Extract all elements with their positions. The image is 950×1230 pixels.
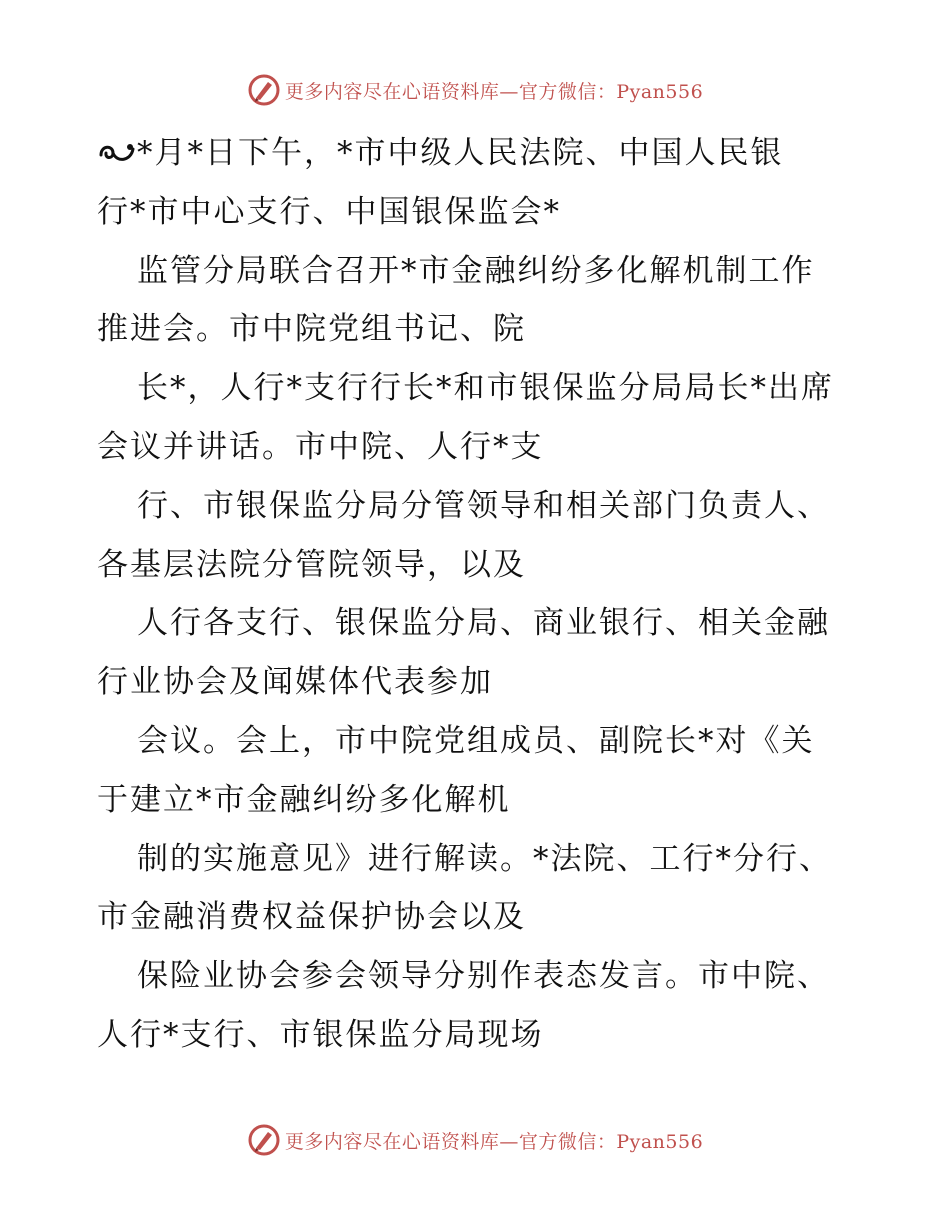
text-line: 长*，人行*支行行长*和市银保监分局局长*出席 [137, 370, 834, 407]
document-body [97, 124, 857, 1065]
text-line: 推进会。市中院党组书记、院 [97, 311, 526, 348]
header-watermark-banner [0, 70, 950, 110]
text-line: 保险业协会参会领导分别作表态发言。市中院、 [137, 958, 830, 995]
text-line: 会议并讲话。市中院、人行*支 [97, 428, 544, 465]
footer-watermark-banner [0, 1120, 950, 1160]
footer-banner-text: 更多内容尽在心语资料库—官方微信：Pyan556 [284, 1130, 704, 1153]
text-line: 行、市银保监分局分管领导和相关部门负责人、 [137, 487, 830, 524]
text-line: 行*市中心支行、中国银保监会* [97, 193, 561, 230]
text-line [97, 124, 857, 183]
pen-logo-icon [247, 73, 281, 107]
text-line: 制的实施意见》进行解读。*法院、工行*分行、 [137, 840, 832, 877]
pen-logo-icon [247, 1123, 281, 1157]
ornament-icon [97, 137, 137, 167]
text-line: 市金融消费权益保护协会以及 [97, 899, 526, 936]
text-line-content: *月*日下午，*市中级人民法院、中国人民银 [137, 135, 784, 171]
text-line: 会议。会上，市中院党组成员、副院长*对《关 [137, 722, 815, 759]
text-line: 监管分局联合召开*市金融纠纷多化解机制工作 [137, 252, 815, 289]
text-line: 人行各支行、银保监分局、商业银行、相关金融 [137, 605, 830, 642]
text-line: 人行*支行、市银保监分局现场 [97, 1016, 544, 1053]
text-line: 各基层法院分管院领导，以及 [97, 546, 526, 583]
text-line: 于建立*市金融纠纷多化解机 [97, 781, 511, 818]
text-line: 行业协会及闻媒体代表参加 [97, 664, 493, 701]
header-banner-text: 更多内容尽在心语资料库—官方微信：Pyan556 [284, 80, 704, 103]
